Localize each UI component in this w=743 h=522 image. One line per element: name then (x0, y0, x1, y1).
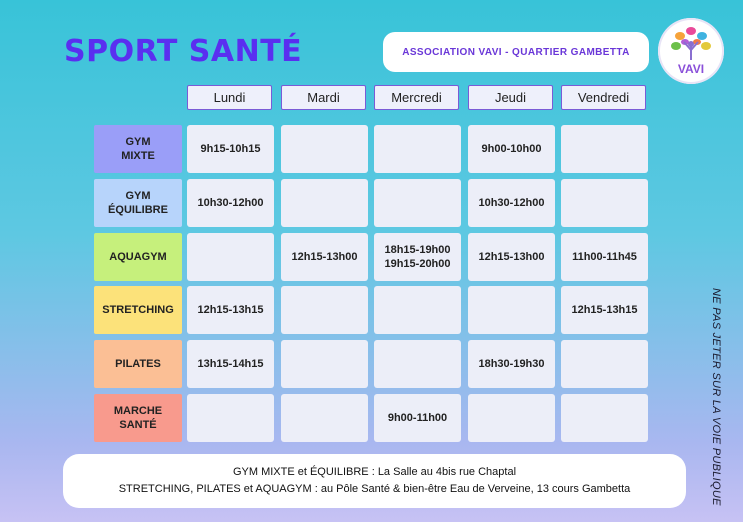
schedule-cell: 12h15-13h15 (561, 286, 648, 334)
association-banner: ASSOCIATION VAVI - QUARTIER GAMBETTA (383, 32, 649, 72)
schedule-cell (187, 394, 274, 442)
schedule-cell: 10h30-12h00 (468, 179, 555, 227)
activity-pilates: PILATES (94, 340, 182, 388)
vavi-logo (658, 18, 724, 84)
day-header-vendredi: Vendredi (561, 85, 646, 110)
schedule-cell (281, 340, 368, 388)
schedule-cell: 12h15-13h00 (468, 233, 555, 281)
schedule-cell (561, 125, 648, 173)
schedule-cell (561, 340, 648, 388)
day-header-lundi: Lundi (187, 85, 272, 110)
schedule-cell (374, 125, 461, 173)
schedule-cell: 9h15-10h15 (187, 125, 274, 173)
schedule-cell (468, 286, 555, 334)
schedule-cell: 12h15-13h00 (281, 233, 368, 281)
day-header-mercredi: Mercredi (374, 85, 459, 110)
activity-aquagym: AQUAGYM (94, 233, 182, 281)
schedule-cell: 18h30-19h30 (468, 340, 555, 388)
schedule-cell (374, 340, 461, 388)
schedule-cell: 10h30-12h00 (187, 179, 274, 227)
day-header-jeudi: Jeudi (468, 85, 553, 110)
schedule-cell (281, 394, 368, 442)
footer-line-1: GYM MIXTE et ÉQUILIBRE : La Salle au 4bis rue Chaptal (232, 466, 517, 478)
schedule-cell (468, 394, 555, 442)
schedule-cell (281, 286, 368, 334)
schedule-cell: 13h15-14h15 (187, 340, 274, 388)
schedule-cell: 11h00-11h45 (561, 233, 648, 281)
schedule-cell: 9h00-11h00 (374, 394, 461, 442)
side-note: NE PAS JETER SUR LA VOIE PUBLIQUE (710, 288, 722, 506)
location-footer (63, 454, 686, 508)
page-title: SPORT SANTÉ (64, 34, 303, 69)
activity-gym-equilibre: GYM ÉQUILIBRE (94, 179, 182, 227)
footer-line-2: STRETCHING, PILATES et AQUAGYM : au Pôle Santé & bien-être Eau de Verveine, 13 cours Gambetta (118, 483, 631, 495)
schedule-cell (561, 394, 648, 442)
schedule-cell (374, 286, 461, 334)
activity-gym-mixte: GYM MIXTE (94, 125, 182, 173)
schedule-cell (187, 233, 274, 281)
logo-text: VAVI (677, 62, 705, 76)
schedule-cell (281, 125, 368, 173)
schedule-cell (374, 179, 461, 227)
activity-marche-sante: MARCHE SANTÉ (94, 394, 182, 442)
activity-stretching: STRETCHING (94, 286, 182, 334)
schedule-cell (561, 179, 648, 227)
schedule-cell: 9h00-10h00 (468, 125, 555, 173)
day-header-mardi: Mardi (281, 85, 366, 110)
schedule-cell: 18h15-19h00 19h15-20h00 (374, 233, 461, 281)
schedule-cell (281, 179, 368, 227)
schedule-cell: 12h15-13h15 (187, 286, 274, 334)
